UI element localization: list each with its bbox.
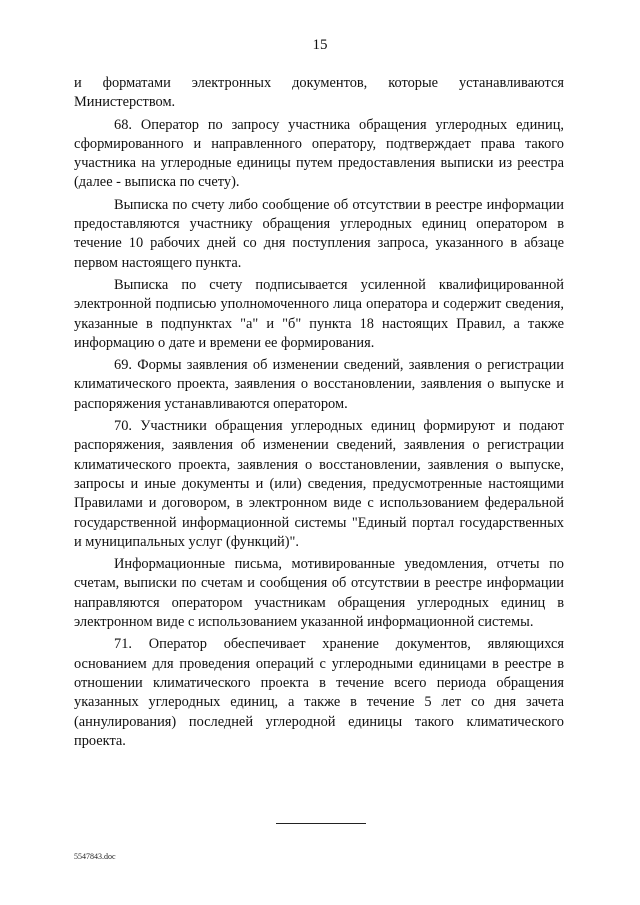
paragraph-70: 70. Участники обращения углеродных единиц формируют и подают распоряжения, заявления об изменении сведений, заявления о регистрации климатического проекта, заявления о восстановлении, заявления о выпуске, запросы и иные документы и (или) сведения, предусмотренные настоящими Правилами и договором, в электронном виде с использованием федеральной государственной информационной системы "Единый портал государственных и муниципальных услуг (функций)".: [74, 418, 564, 550]
paragraph-continuation: и форматами электронных документов, которые устанавливаются Министерством.: [74, 75, 564, 111]
paragraph-68-statement: Выписка по счету либо сообщение об отсутствии в реестре информации предоставляются участнику обращения углеродных единиц оператором в течение 10 рабочих дней со дня поступления запроса, указанного в абзаце первом настоящего пункта.: [74, 196, 564, 271]
paragraph-68: 68. Оператор по запросу участника обращения углеродных единиц, сформированного и направленного оператору, подтверждает права такого участника на углеродные единицы путем предоставления выписки из реестра (далее - выписка по счету).: [74, 116, 564, 191]
paragraph-69: 69. Формы заявления об изменении сведений, заявления о регистрации климатического проекта, заявления о восстановлении, заявления о выпуске и распоряжения устанавливаются оператором.: [74, 357, 564, 412]
paragraph-68-signature: Выписка по счету подписывается усиленной квалифицированной электронной подписью уполномоченного лица оператора и содержит сведения, указанные в подпунктах "а" и "б" пункта 18 настоящих Правил, а также информацию о дате и времени ее формирования.: [74, 276, 564, 351]
document-body: [74, 74, 564, 751]
paragraph-70-notifications: Информационные письма, мотивированные уведомления, отчеты по счетам, выписки по счетам и сообщения об отсутствии в реестре информации направляются оператором участникам обращения углеродных единиц в электронном виде с использованием указанной информационной системы.: [74, 556, 564, 631]
end-of-text-divider: [276, 823, 366, 824]
page-number: 15: [312, 37, 328, 53]
paragraph-71: 71. Оператор обеспечивает хранение документов, являющихся основанием для проведения операций с углеродными единицами в реестре в отношении климатического проекта в течение всего периода обращения указанных углеродных единиц, а также в течение 5 лет со дня зачета (аннулирования) последней углеродной единицы такого климатического проекта.: [74, 636, 564, 749]
document-code: 5547843.doc: [74, 852, 116, 861]
